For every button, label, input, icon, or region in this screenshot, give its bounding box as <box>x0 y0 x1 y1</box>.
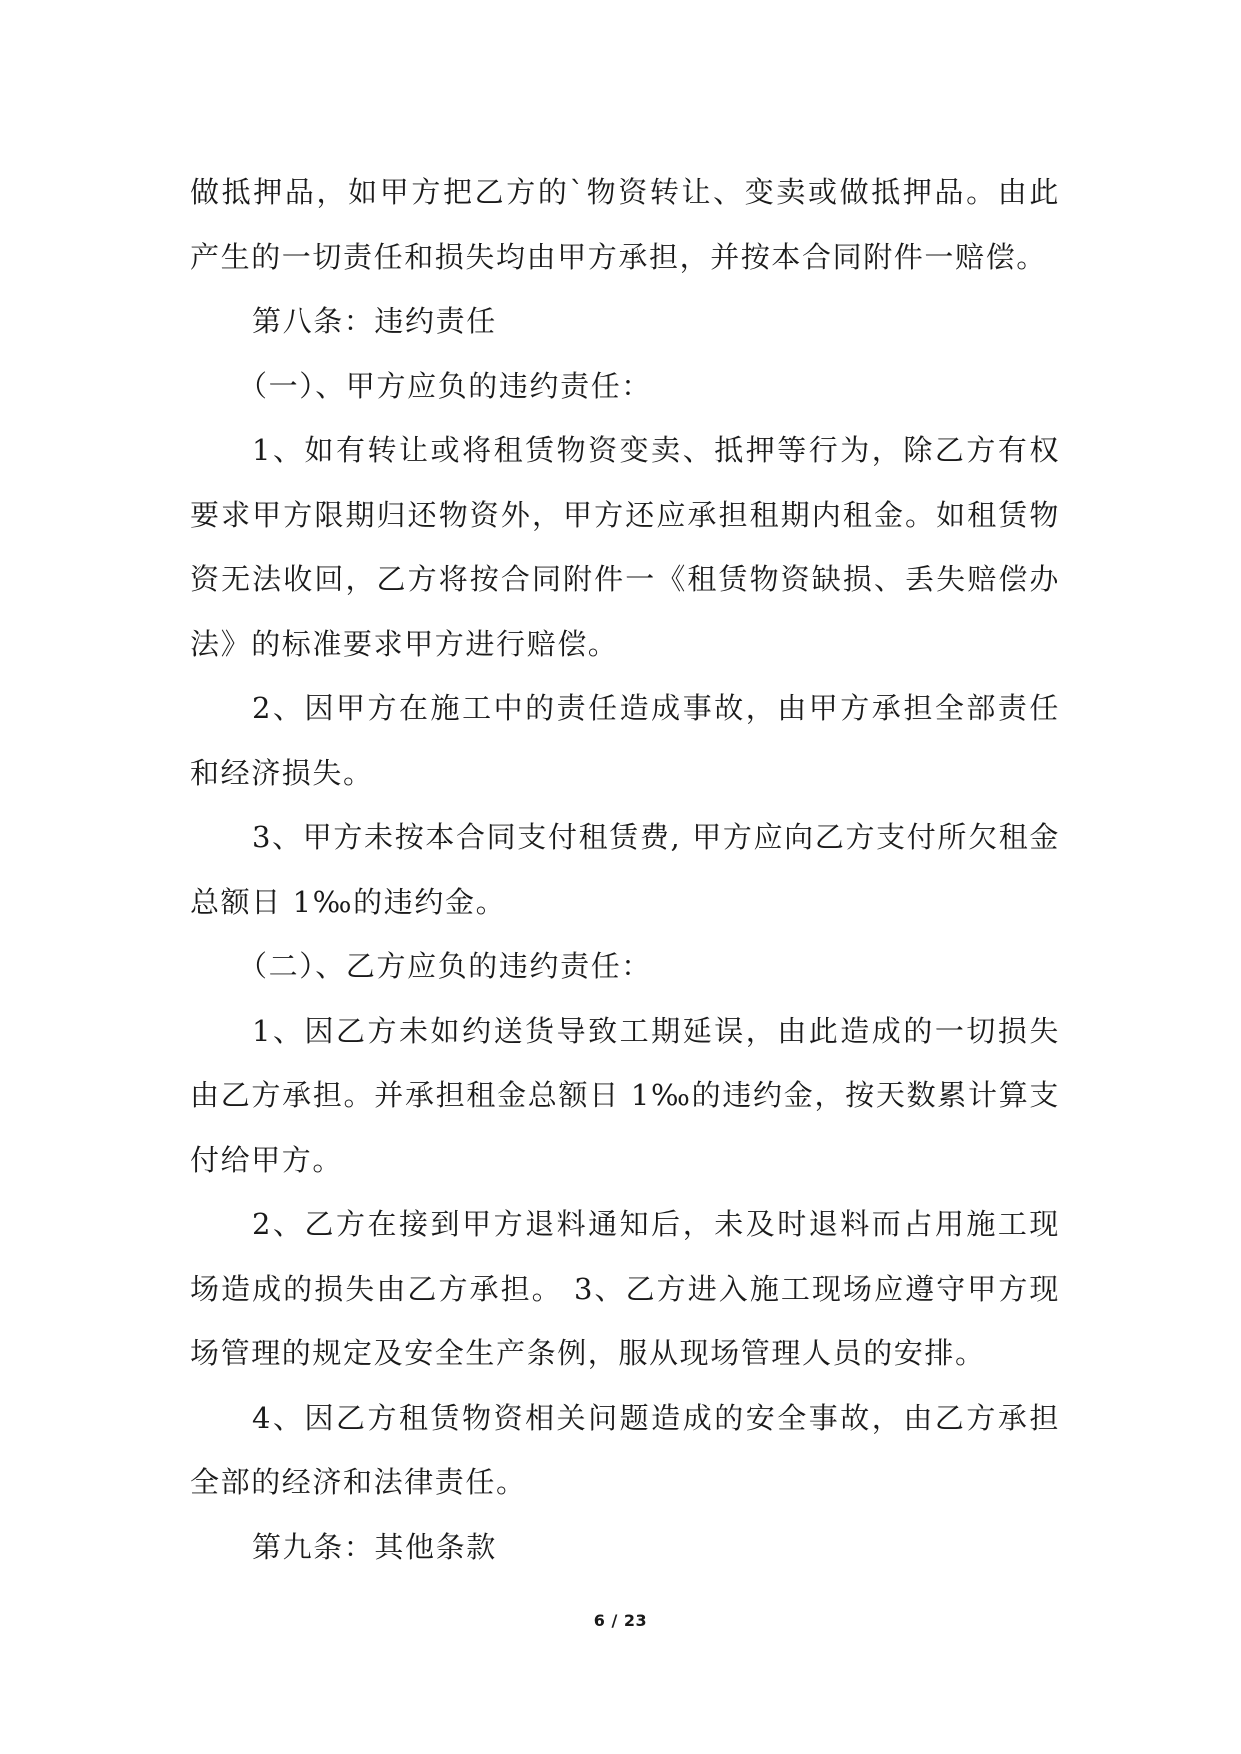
article-8-heading: 第八条：违约责任 <box>252 304 497 338</box>
party-b-clause-4: 4、因乙方租赁物资相关问题造成的安全事故，由乙方承担全部的经济和法律责任。 <box>190 1400 1060 1499</box>
paragraph-continuation: 做抵押品，如甲方把乙方的`物资转让、变卖或做抵押品。由此产生的一切责任和损失均由甲方承担，并按本合同附件一赔偿。 <box>190 175 1060 274</box>
party-a-clause-3: 3、甲方未按本合同支付租赁费, 甲方应向乙方支付所欠租金总额日 1‰的违约金。 <box>190 820 1060 919</box>
article-9-heading: 第九条：其他条款 <box>252 1529 497 1564</box>
party-a-clause-1: 1、如有转让或将租赁物资变卖、抵押等行为，除乙方有权要求甲方限期归还物资外，甲方还应承担租期内租金。如租赁物资无法收回，乙方将按合同附件一《租赁物资缺损、丢失赔偿办法》的标准要求甲方进行赔偿。 <box>190 433 1060 661</box>
section-party-a-liability-heading: （一）、甲方应负的违约责任： <box>238 368 652 403</box>
document-body <box>190 160 1060 1579</box>
section-party-b-liability-heading: （二）、乙方应负的违约责任： <box>238 949 652 983</box>
party-a-clause-2: 2、因甲方在施工中的责任造成事故，由甲方承担全部责任和经济损失。 <box>190 691 1060 790</box>
page-number: 6 / 23 <box>593 1611 648 1630</box>
party-b-clause-2-3: 2、乙方在接到甲方退料通知后，未及时退料而占用施工现场造成的损失由乙方承担。 3、乙方进入施工现场应遵守甲方现场管理的规定及安全生产条例，服从现场管理人员的安排。 <box>190 1207 1060 1370</box>
party-b-clause-1: 1、因乙方未如约送货导致工期延误，由此造成的一切损失由乙方承担。并承担租金总额日 1‰的违约金，按天数累计算支付给甲方。 <box>190 1013 1060 1177</box>
